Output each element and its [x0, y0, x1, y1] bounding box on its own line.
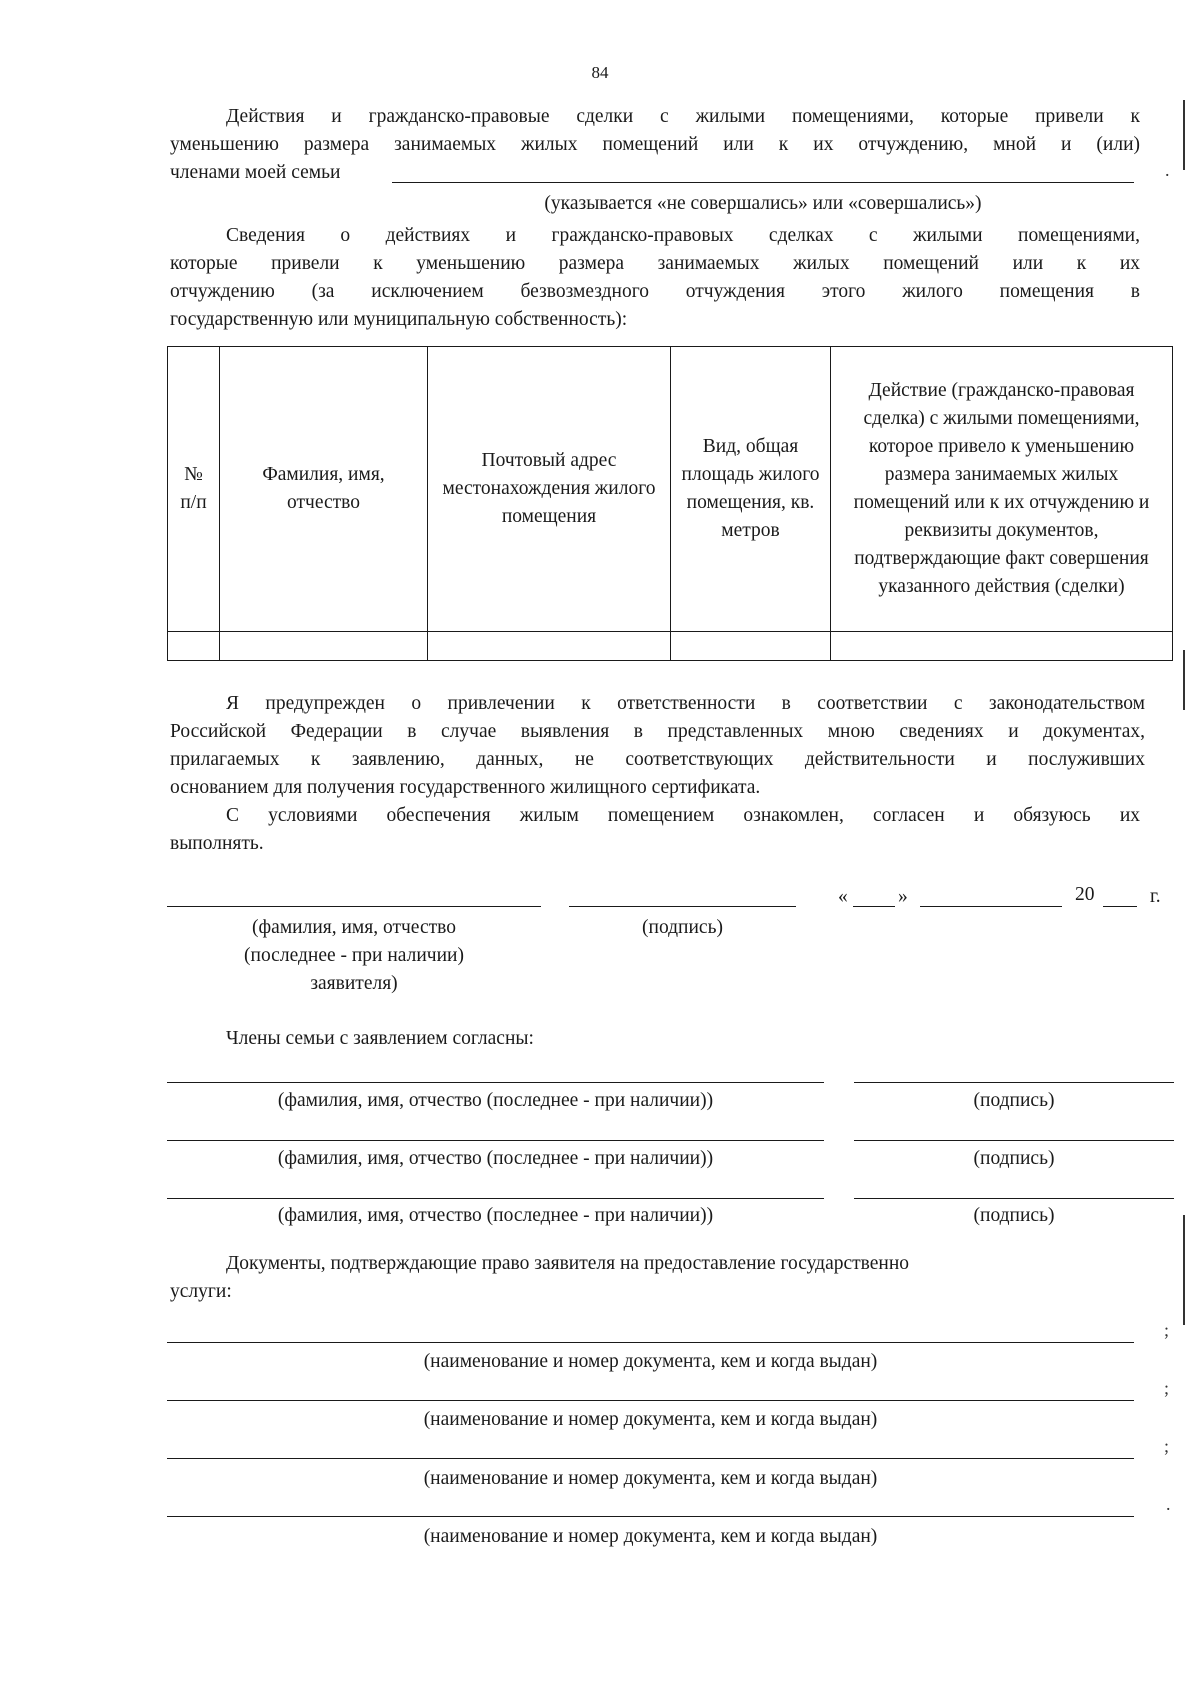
date-quote-close: »: [898, 886, 908, 907]
table-row: [168, 632, 1173, 661]
family-heading: Члены семьи с заявлением согласны:: [226, 1028, 534, 1049]
scan-edge-mark: [1183, 650, 1185, 710]
family-name-caption-1: (фамилия, имя, отчество (последнее - при наличии)): [277, 1090, 714, 1111]
document-line-4[interactable]: [167, 1516, 1134, 1517]
applicant-name-caption-2: (последнее - при наличии): [244, 945, 464, 966]
section1-line3: членами моей семьи: [170, 162, 341, 183]
section1-paragraph: [170, 103, 1140, 159]
warning-line1: Я предупрежден о привлечении к ответственности в соответствии с законодательством: [226, 693, 1145, 714]
table-cell[interactable]: [831, 632, 1173, 661]
document-separator-3: ;: [1164, 1436, 1170, 1456]
section1-line2: уменьшению размера занимаемых жилых помещений или к их отчуждению, мной и (или): [170, 134, 1140, 155]
document-line-2[interactable]: [167, 1400, 1134, 1401]
transactions-fill-line[interactable]: [392, 182, 1134, 183]
applicant-name-caption: [167, 914, 541, 998]
family-name-line-3[interactable]: [167, 1198, 824, 1199]
document-separator-4: .: [1166, 1494, 1171, 1514]
family-signature-caption-1: (подпись): [973, 1090, 1055, 1111]
header-number: № п/п: [168, 347, 220, 632]
warning-line2: Российской Федерации в случае выявления в представленных мною сведениях и документах,: [170, 721, 1145, 742]
family-name-caption-2: (фамилия, имя, отчество (последнее - при наличии)): [277, 1148, 714, 1169]
applicant-signature-caption: (подпись): [642, 917, 723, 938]
date-year-line[interactable]: [1103, 906, 1137, 907]
agreement-line2: выполнять.: [170, 833, 264, 854]
document-caption-1: (наименование и номер документа, кем и когда выдан): [423, 1351, 878, 1372]
family-signature-line-1[interactable]: [854, 1082, 1174, 1083]
margin-dot: .: [1165, 160, 1170, 180]
date-month-line[interactable]: [920, 906, 1062, 907]
document-caption-2: (наименование и номер документа, кем и когда выдан): [423, 1409, 878, 1430]
section2-line2: которые привели к уменьшению размера занимаемых жилых помещений или к их: [170, 253, 1140, 274]
date-day-line[interactable]: [853, 906, 895, 907]
date-quote-open: «: [838, 886, 848, 907]
family-signature-line-3[interactable]: [854, 1198, 1174, 1199]
family-signature-caption-3: (подпись): [973, 1205, 1055, 1226]
table-cell[interactable]: [671, 632, 831, 661]
header-address: Почтовый адрес местонахождения жилого помещения: [428, 347, 671, 632]
scan-edge-mark: [1183, 1215, 1185, 1325]
document-caption-3: (наименование и номер документа, кем и когда выдан): [423, 1468, 878, 1489]
table-cell[interactable]: [168, 632, 220, 661]
agreement-paragraph: [170, 802, 1140, 858]
section1-line1: Действия и гражданско-правовые сделки с жилыми помещениями, которые привели к: [226, 106, 1140, 127]
warning-line4: основанием для получения государственного жилищного сертификата.: [170, 777, 761, 798]
table-cell[interactable]: [428, 632, 671, 661]
warning-line3: прилагаемых к заявлению, данных, не соответствующих действительности и послуживших: [170, 749, 1145, 770]
documents-heading-line2: услуги:: [170, 1281, 232, 1302]
date-year-prefix: 20: [1075, 884, 1095, 905]
page-number: 84: [591, 63, 609, 82]
table-cell[interactable]: [220, 632, 428, 661]
family-name-line-1[interactable]: [167, 1082, 824, 1083]
applicant-name-caption-1: (фамилия, имя, отчество: [252, 917, 456, 938]
section2-paragraph: [170, 222, 1140, 334]
applicant-name-caption-3: заявителя): [310, 973, 398, 994]
agreement-line1: С условиями обеспечения жилым помещением ознакомлен, согласен и обязуюсь их: [226, 805, 1140, 826]
section2-line4: государственную или муниципальную собственность):: [170, 309, 628, 330]
header-full-name: Фамилия, имя, отчество: [220, 347, 428, 632]
date-year-suffix: г.: [1150, 886, 1161, 907]
family-signature-caption-2: (подпись): [973, 1148, 1055, 1169]
applicant-name-line[interactable]: [167, 906, 541, 907]
family-name-caption-3: (фамилия, имя, отчество (последнее - при наличии)): [277, 1205, 714, 1226]
transactions-table: [167, 346, 1173, 661]
document-line-1[interactable]: [167, 1342, 1134, 1343]
scan-edge-mark: [1183, 100, 1185, 170]
header-area: Вид, общая площадь жилого помещения, кв. метров: [671, 347, 831, 632]
document-caption-4: (наименование и номер документа, кем и когда выдан): [423, 1526, 878, 1547]
document-line-3[interactable]: [167, 1458, 1134, 1459]
section2-line1: Сведения о действиях и гражданско-правовых сделках с жилыми помещениями,: [226, 225, 1140, 246]
warning-paragraph: [170, 690, 1145, 802]
family-signature-line-2[interactable]: [854, 1140, 1174, 1141]
applicant-signature-line[interactable]: [569, 906, 796, 907]
section2-line3: отчуждению (за исключением безвозмездного отчуждения этого жилого помещения в: [170, 281, 1140, 302]
header-action: Действие (гражданско-правовая сделка) с жилыми помещениями, которое привело к уменьшению размера занимаемых жилых помещений или к их отчуждению и реквизиты документов, подтверждающие факт совершения указанного действия (сделки): [831, 347, 1173, 632]
documents-heading-line1: Документы, подтверждающие право заявителя на предоставление государственно: [226, 1253, 910, 1274]
table-header-row: [168, 347, 1173, 632]
family-name-line-2[interactable]: [167, 1140, 824, 1141]
section1-caption: (указывается «не совершались» или «совершались»): [544, 193, 982, 214]
document-separator-2: ;: [1164, 1378, 1170, 1398]
document-separator-1: ;: [1164, 1320, 1170, 1340]
